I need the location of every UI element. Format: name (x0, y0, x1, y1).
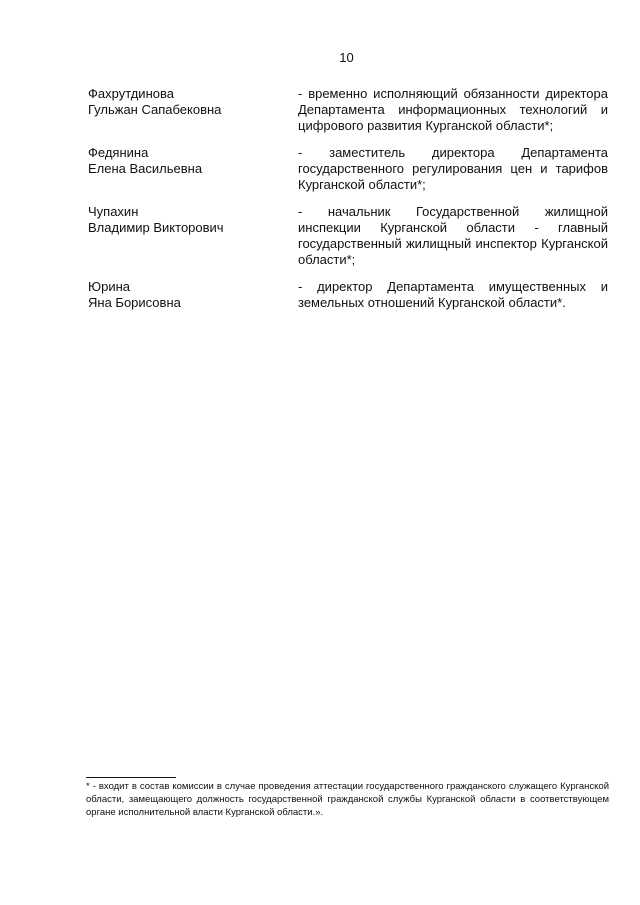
member-row (88, 204, 608, 268)
member-name (88, 86, 298, 134)
page-number: 10 (339, 50, 354, 65)
member-name (88, 279, 298, 311)
member-row (88, 145, 608, 193)
member-position: - начальник Государственной жилищной инспекции Курганской области - главный государственный жилищный инспектор Курганской области*; (298, 204, 608, 267)
member-name (88, 145, 298, 193)
member-position: - директор Департамента имущественных и земельных отношений Курганской области*. (298, 279, 608, 310)
member-given-names: Владимир Викторович (88, 220, 224, 235)
member-surname: Чупахин (88, 204, 139, 219)
member-given-names: Елена Васильевна (88, 161, 203, 176)
member-list (88, 86, 608, 322)
member-given-names: Яна Борисовна (88, 295, 181, 310)
footnote: * - входит в состав комиссии в случае проведения аттестации государственного гражданского служащего Курганской области, замещающего должность государственной гражданской службы Курганской области в соответствующем органе исполнительной власти Курганской области.». (86, 781, 609, 818)
member-surname: Фахрутдинова (88, 86, 174, 101)
member-position: - заместитель директора Департамента государственного регулирования цен и тарифов Курганской области*; (298, 145, 608, 192)
member-surname: Федянина (88, 145, 149, 160)
member-row (88, 279, 608, 311)
member-surname: Юрина (88, 279, 131, 294)
footnote-divider (86, 777, 176, 778)
member-given-names: Гульжан Сапабековна (88, 102, 222, 117)
member-name (88, 204, 298, 268)
member-row (88, 86, 608, 134)
member-position: - временно исполняющий обязанности директора Департамента информационных технологий и цифрового развития Курганской области*; (298, 86, 608, 133)
